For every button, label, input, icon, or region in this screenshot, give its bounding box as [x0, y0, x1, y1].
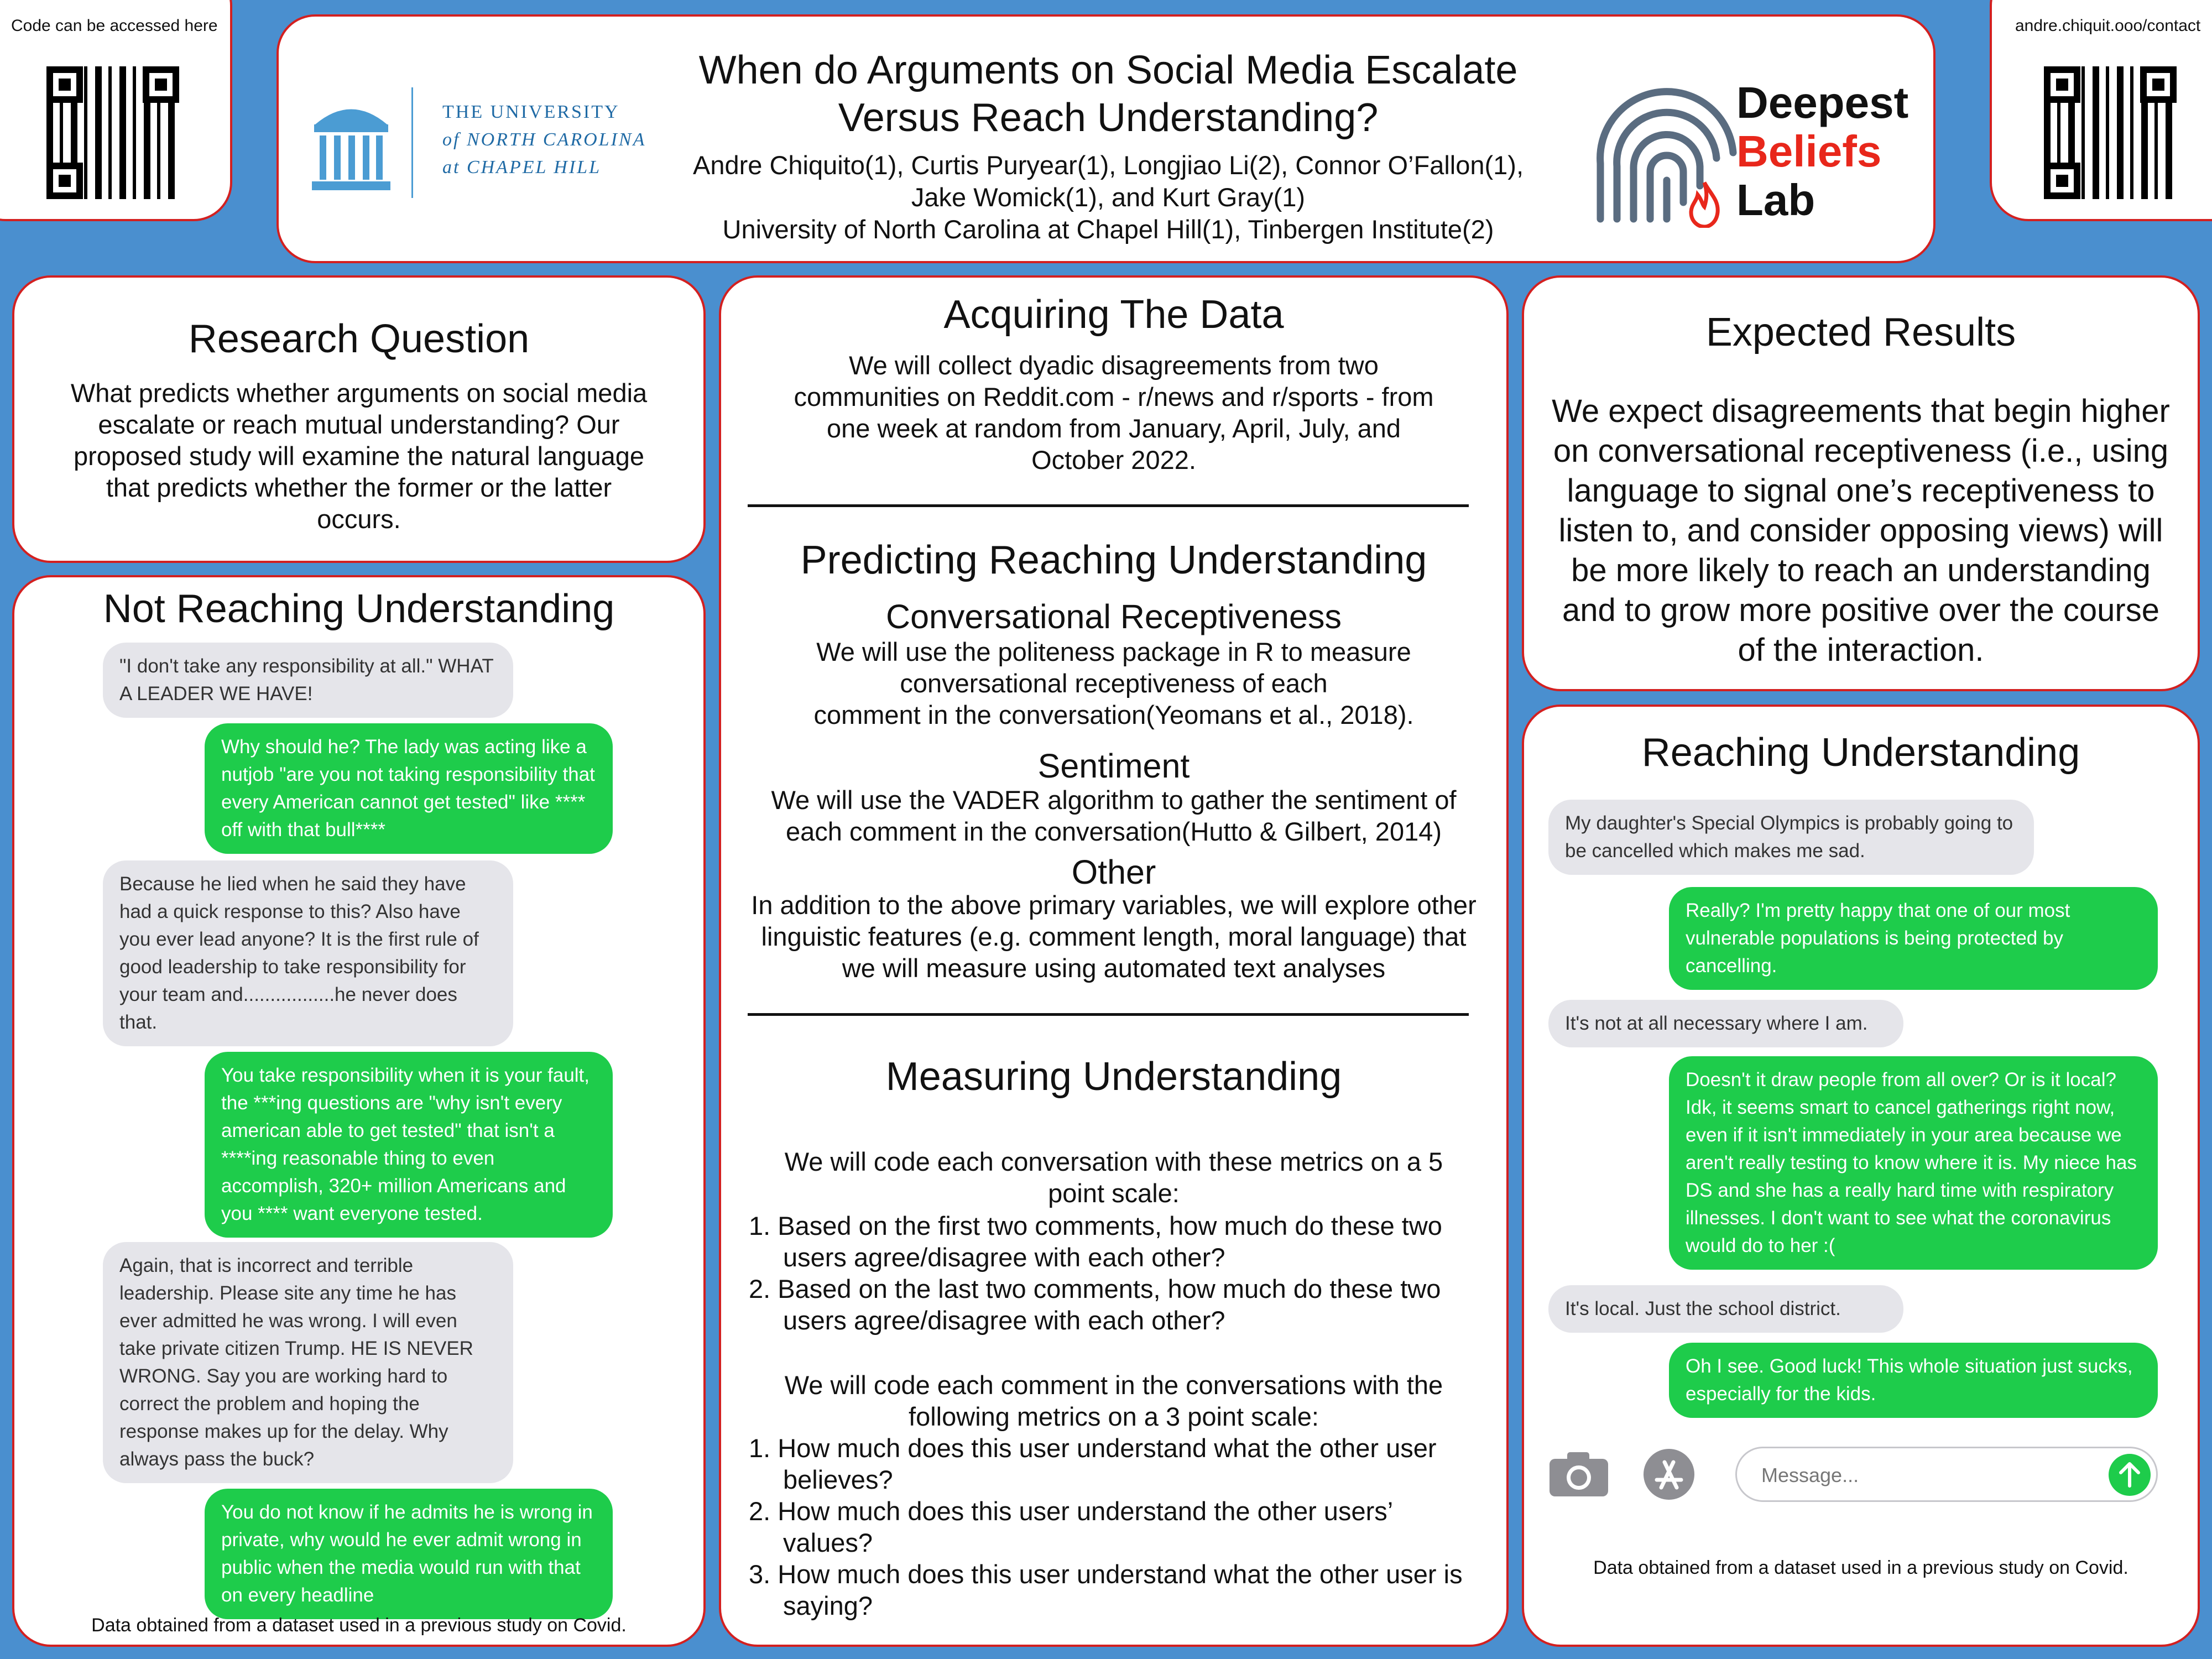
acquiring-text: We will collect dyadic disagreements from two communities on Reddit.com - r/news and r/sports - from one week at random from January, April, July, and October 2022. — [794, 351, 1434, 474]
sentiment-title: Sentiment — [1037, 747, 1190, 785]
message-bubble-outgoing: You do not know if he admits he is wrong in private, why would he ever admit wrong in public when the media would run with that on every headline — [205, 1489, 613, 1619]
unc-wordmark — [442, 98, 646, 181]
other-line-2: linguistic features (e.g. comment length, moral language) that — [761, 922, 1467, 951]
measuring-intro-1: We will code each conversation with these metrics on a 5 point scale: — [784, 1147, 1443, 1208]
comment-metrics-list — [749, 1432, 1479, 1621]
qr-left-label: Code can be accessed here — [11, 17, 218, 35]
sentiment-text — [721, 784, 1506, 847]
lab-word-deepest: Deepest — [1736, 78, 1909, 127]
fingerprint-logo-icon — [1589, 70, 1744, 230]
message-bubble-incoming: Again, that is incorrect and terrible leadership. Please site any time he has ever admitted he was wrong. I will even take private citizen Trump. HE IS NEVER WRONG. Say you are working hard to correct the problem and hoping the response makes up for the delay. Why always pass the buck? — [103, 1242, 513, 1483]
section-divider — [748, 1013, 1469, 1016]
qr-code-right[interactable] — [2044, 66, 2177, 199]
measuring-intro-2: We will code each comment in the conversations with the following metrics on a 3 point scale: — [784, 1370, 1443, 1431]
message-bubble-incoming: Because he lied when he said they have had a quick response to this? Also have you ever lead anyone? It is the first rule of good leadership to take responsibility for your team and.................he never does that. — [103, 860, 513, 1046]
lab-wordmark — [1736, 79, 1908, 225]
message-bubble-outgoing: Doesn't it draw people from all over? Or is it local? Idk, it seems smart to cancel gatherings right now, even if it isn't immediately in your area because we aren't really testing to know where it is. My niece has DS and she has a really hard time with respiratory illnesses. I don't want to see what the coronavirus would do to her :( — [1669, 1056, 2158, 1270]
message-bubble-incoming: My daughter's Special Olympics is probably going to be cancelled which makes me sad. — [1548, 800, 2034, 875]
expected-results-text: We expect disagreements that begin higher on conversational receptiveness (i.e., using language to signal one’s receptiveness to listen to, and consider opposing views) will be more likely to reach an understanding and to grow more positive over the course of the interaction. — [1552, 393, 2170, 668]
header-text — [655, 46, 1562, 246]
message-bubble-outgoing: Oh I see. Good luck! This whole situation just sucks, especially for the kids. — [1669, 1343, 2158, 1418]
camera-icon[interactable] — [1548, 1451, 1609, 1498]
section-divider — [748, 504, 1469, 507]
message-input[interactable] — [1735, 1447, 2158, 1502]
authors-line-1: Andre Chiquito(1), Curtis Puryear(1), Longjiao Li(2), Connor O’Fallon(1), — [692, 150, 1524, 180]
not-reaching-footnote: Data obtained from a dataset used in a previous study on Covid. — [91, 1615, 627, 1636]
sentiment-line-2: each comment in the conversation(Hutto & Gilbert, 2014) — [785, 817, 1442, 846]
receptiveness-text — [721, 636, 1506, 731]
lab-word-beliefs: Beliefs — [1736, 127, 1882, 176]
acquiring-title: Acquiring The Data — [943, 293, 1284, 337]
conversation-metrics-list — [749, 1210, 1479, 1336]
reaching-title: Reaching Understanding — [1641, 731, 2080, 775]
unc-divider — [411, 87, 413, 198]
unc-line-2: of NORTH CAROLINA — [442, 129, 646, 150]
message-bubble-outgoing: You take responsibility when it is your fault, the ***ing questions are "why isn't every american able to get tested" that isn't a ****ing reasonable thing to even accomplish, 320+ million Americans and you **** want everyone tested. — [205, 1052, 613, 1238]
message-bubble-incoming: It's not at all necessary where I am. — [1548, 1000, 1903, 1047]
methods-panel — [719, 275, 1509, 1647]
qr-panel-right — [1990, 0, 2212, 221]
qr-code-left[interactable] — [46, 66, 179, 199]
message-bubble-outgoing: Why should he? The lady was acting like a nutjob "are you not taking responsibility that every American cannot get tested" like **** off with that bull**** — [205, 723, 613, 854]
receptiveness-line-2: conversational receptiveness of each — [900, 669, 1328, 698]
conversation-metric-item: 1. Based on the first two comments, how much do these two users agree/disagree with each other? — [749, 1211, 1442, 1272]
research-question-panel — [12, 275, 706, 563]
other-text — [721, 889, 1506, 984]
not-reaching-title: Not Reaching Understanding — [103, 587, 615, 631]
qr-right-label: andre.chiquit.ooo/contact — [2015, 17, 2201, 35]
expected-results-panel — [1522, 275, 2200, 691]
comment-metric-item: 2. How much does this user understand the other users’ values? — [749, 1496, 1392, 1557]
arrow-up-icon — [2109, 1454, 2151, 1496]
reaching-panel — [1522, 705, 2200, 1647]
expected-results-title: Expected Results — [1705, 310, 2016, 354]
header-panel — [276, 14, 1936, 263]
measuring-title: Measuring Understanding — [885, 1055, 1342, 1099]
receptiveness-line-1: We will use the politeness package in R to measure — [816, 637, 1411, 666]
message-input-placeholder: Message... — [1761, 1464, 1859, 1486]
message-bubble-incoming: "I don't take any responsibility at all." WHAT A LEADER WE HAVE! — [103, 643, 513, 718]
message-bubble-outgoing: Really? I'm pretty happy that one of our most vulnerable populations is being protected by cancelling. — [1669, 887, 2158, 990]
conversation-metric-item: 2. Based on the last two comments, how much do these two users agree/disagree with each other? — [749, 1274, 1441, 1335]
poster-title-line-1: When do Arguments on Social Media Escalate — [698, 48, 1518, 92]
qr-panel-left — [0, 0, 232, 221]
authors-line-2: Jake Womick(1), and Kurt Gray(1) — [911, 182, 1306, 212]
comment-metric-item: 1. How much does this user understand what the other user believes? — [749, 1433, 1437, 1494]
unc-line-3: at CHAPEL HILL — [442, 157, 601, 178]
app-store-icon[interactable] — [1641, 1447, 1697, 1502]
research-question-text: What predicts whether arguments on social media escalate or reach mutual understanding? Our proposed study will examine the natural language that predicts whether the former or the latter occurs. — [70, 378, 648, 534]
message-bubble-incoming: It's local. Just the school district. — [1548, 1285, 1903, 1333]
unc-old-well-logo — [310, 94, 393, 194]
predicting-title: Predicting Reaching Understanding — [800, 538, 1427, 582]
reaching-footnote: Data obtained from a dataset used in a previous study on Covid. — [1593, 1557, 2128, 1578]
poster-title-line-2: Versus Reach Understanding? — [838, 96, 1379, 140]
unc-line-1: THE UNIVERSITY — [442, 102, 620, 122]
sentiment-line-1: We will use the VADER algorithm to gather the sentiment of — [771, 785, 1457, 815]
other-line-3: we will measure using automated text analyses — [842, 953, 1386, 983]
send-button[interactable] — [2109, 1454, 2151, 1496]
lab-word-lab: Lab — [1736, 175, 1815, 225]
other-title: Other — [1071, 853, 1156, 891]
comment-metric-item: 3. How much does this user understand what the other user is saying? — [749, 1559, 1463, 1620]
research-question-title: Research Question — [188, 317, 530, 361]
receptiveness-line-3: comment in the conversation(Yeomans et al., 2018). — [813, 700, 1414, 729]
affiliations: University of North Carolina at Chapel Hill(1), Tinbergen Institute(2) — [722, 215, 1494, 244]
receptiveness-title: Conversational Receptiveness — [886, 598, 1342, 635]
not-reaching-panel — [12, 575, 706, 1647]
other-line-1: In addition to the above primary variables, we will explore other — [751, 890, 1477, 920]
flame-icon — [1688, 180, 1721, 228]
